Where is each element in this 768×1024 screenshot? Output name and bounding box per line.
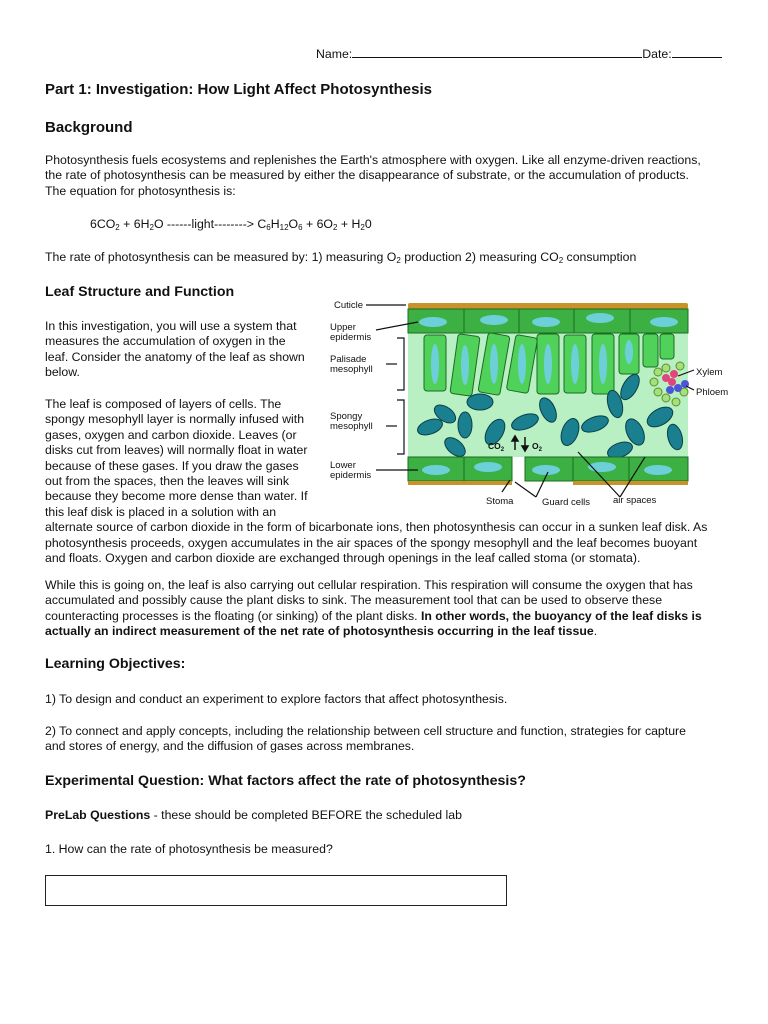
- label-phloem: Phloem: [696, 387, 729, 398]
- text-segment: In this investigation, you will use a system that: [45, 319, 297, 333]
- text-line: The equation for photosynthesis is:: [45, 183, 236, 198]
- text-segment: 2: [396, 256, 401, 265]
- text-segment: + H: [337, 217, 361, 231]
- text-segment: 2: [558, 256, 564, 265]
- learning-objectives-heading: Learning Objectives:: [45, 656, 186, 672]
- name-field[interactable]: [352, 46, 642, 58]
- text-segment: because of these gases. If you draw the gases: [45, 458, 299, 473]
- label-xylem: Xylem: [696, 367, 723, 378]
- text-segment: disks cut from leaves) will normally float in water: [45, 443, 308, 458]
- text-segment: While this is going on, the leaf is also carrying out cellular respiration. This respiration will consume the oxygen that has: [45, 578, 693, 592]
- label-lower-epidermis-2: epidermis: [330, 470, 372, 481]
- text-segment: actually an indirect measurement of the net rate of photosynthesis occurring in the leaf tissue: [45, 624, 594, 639]
- text-segment: H: [270, 217, 280, 231]
- text-segment: photosynthesis proceeds, oxygen accumulates in the air spaces of the spongy mesophyll and the leaf becomes buoyant: [45, 535, 698, 550]
- text-segment: O ------light--------> C: [153, 217, 267, 231]
- date-field[interactable]: [672, 46, 722, 58]
- text-segment: 0: [364, 217, 372, 231]
- text-segment: 6: [266, 223, 271, 232]
- text-segment: PreLab Questions: [45, 808, 151, 822]
- text-segment: this leaf disk is placed in a solution with an: [45, 504, 277, 519]
- label-upper-epidermis-2: epidermis: [330, 332, 372, 343]
- text-segment: 2: [500, 447, 505, 453]
- name-label: Name:: [316, 47, 353, 61]
- text-segment: gases, oxygen and carbon dioxide. Leaves (or: [45, 427, 297, 442]
- label-guard-cells: Guard cells: [542, 497, 591, 508]
- page-title: Part 1: Investigation: How Light Affect Photosynthesis: [45, 81, 432, 98]
- label-cuticle: Cuticle: [334, 300, 364, 311]
- prelab-heading: [45, 808, 462, 823]
- leaf-paragraph-3: [45, 578, 702, 640]
- label-palisade-2: mesophyll: [330, 364, 373, 375]
- text-segment: .: [593, 624, 598, 639]
- label-air-spaces: air spaces: [613, 495, 657, 506]
- text-segment: 6: [298, 223, 303, 232]
- objective-1: 1) To design and conduct an experiment to explore factors that affect photosynthesis.: [45, 692, 508, 706]
- label-upper-epidermis-1: Upper: [330, 322, 356, 333]
- text-segment: leaf. Consider the anatomy of the leaf as shown: [45, 349, 305, 364]
- text-segment: 2: [115, 223, 120, 232]
- text-segment: 6CO: [90, 217, 116, 231]
- text-segment: and stores of energy, and the diffusion of gases across membranes.: [45, 739, 415, 754]
- text-segment: counteracting processes is the floating (or sinking) of the plant disks.: [45, 608, 421, 623]
- text-segment: 2: [333, 223, 338, 232]
- date-label: Date:: [642, 47, 672, 61]
- text-segment: and floats. Oxygen and carbon dioxide are exchanged through openings in the leaf called stoma (or stomata).: [45, 551, 641, 566]
- prelab-question-1: 1. How can the rate of photosynthesis be measured?: [45, 842, 333, 856]
- text-segment: 2: [538, 447, 542, 453]
- text-segment: measures the accumulation of oxygen in the: [45, 334, 286, 349]
- text-segment: The rate of photosynthesis can be measured by: 1) measuring O: [45, 250, 397, 264]
- text-segment: 2: [360, 223, 365, 232]
- leaf-structure-heading: Leaf Structure and Function: [45, 284, 235, 300]
- text-segment: O: [532, 441, 539, 451]
- text-segment: - these should be completed BEFORE the scheduled lab: [150, 808, 462, 822]
- measurement-methods: [45, 250, 636, 265]
- text-segment: The leaf is composed of layers of cells. The: [45, 397, 282, 411]
- label-spongy-1: Spongy: [330, 411, 363, 422]
- leaf-paragraph-1: [45, 319, 305, 381]
- text-segment: + 6H: [119, 217, 150, 231]
- text-segment: CO: [488, 441, 501, 451]
- background-heading: Background: [45, 119, 133, 136]
- text-segment: production 2) measuring CO: [400, 250, 559, 264]
- text-segment: consumption: [563, 250, 637, 264]
- text-segment: out from the spaces, then the leaves will sink: [45, 474, 290, 489]
- objective-2: [45, 724, 686, 755]
- cuticle-layer: [408, 303, 688, 309]
- text-segment: accumulated and possibly cause the plant disks to sink. The measurement tool that can be used to observe these: [45, 593, 663, 608]
- text-segment: O: [288, 217, 299, 231]
- label-spongy-2: mesophyll: [330, 421, 373, 432]
- text-segment: because they become more dense than water. If: [45, 489, 308, 504]
- text-segment: 2: [149, 223, 154, 232]
- label-palisade-1: Palisade: [330, 354, 367, 365]
- text-segment: alternate source of carbon dioxide in the form of bicarbonate ions, then photosynthesis can occur in a sunken leaf disk. As: [45, 520, 708, 535]
- experimental-question: Experimental Question: What factors affect the rate of photosynthesis?: [45, 773, 526, 789]
- name-date-line: [316, 46, 722, 62]
- text-line: Photosynthesis fuels ecosystems and replenishes the Earth's atmosphere with oxygen. Like all enzyme-driven reactions,: [45, 153, 701, 167]
- photosynthesis-equation: [90, 217, 372, 232]
- label-lower-epidermis-1: Lower: [330, 460, 356, 471]
- text-segment: below.: [45, 365, 80, 380]
- leaf-cross-section-diagram: [320, 292, 740, 517]
- text-segment: 2) To connect and apply concepts, including the relationship between cell structure and function, strategies for capture: [45, 724, 686, 738]
- background-paragraph: [45, 153, 701, 199]
- text-segment: + 6O: [302, 217, 333, 231]
- answer-input-box[interactable]: [45, 875, 507, 906]
- text-segment: 12: [279, 223, 289, 232]
- text-line: the rate of photosynthesis can be measured by either the disappearance of substrate, or the accumulation of products.: [45, 168, 689, 183]
- text-segment: In other words, the buoyancy of the leaf disks is: [420, 608, 702, 623]
- text-segment: spongy mesophyll layer is normally infused with: [45, 412, 305, 427]
- label-stoma: Stoma: [486, 496, 514, 507]
